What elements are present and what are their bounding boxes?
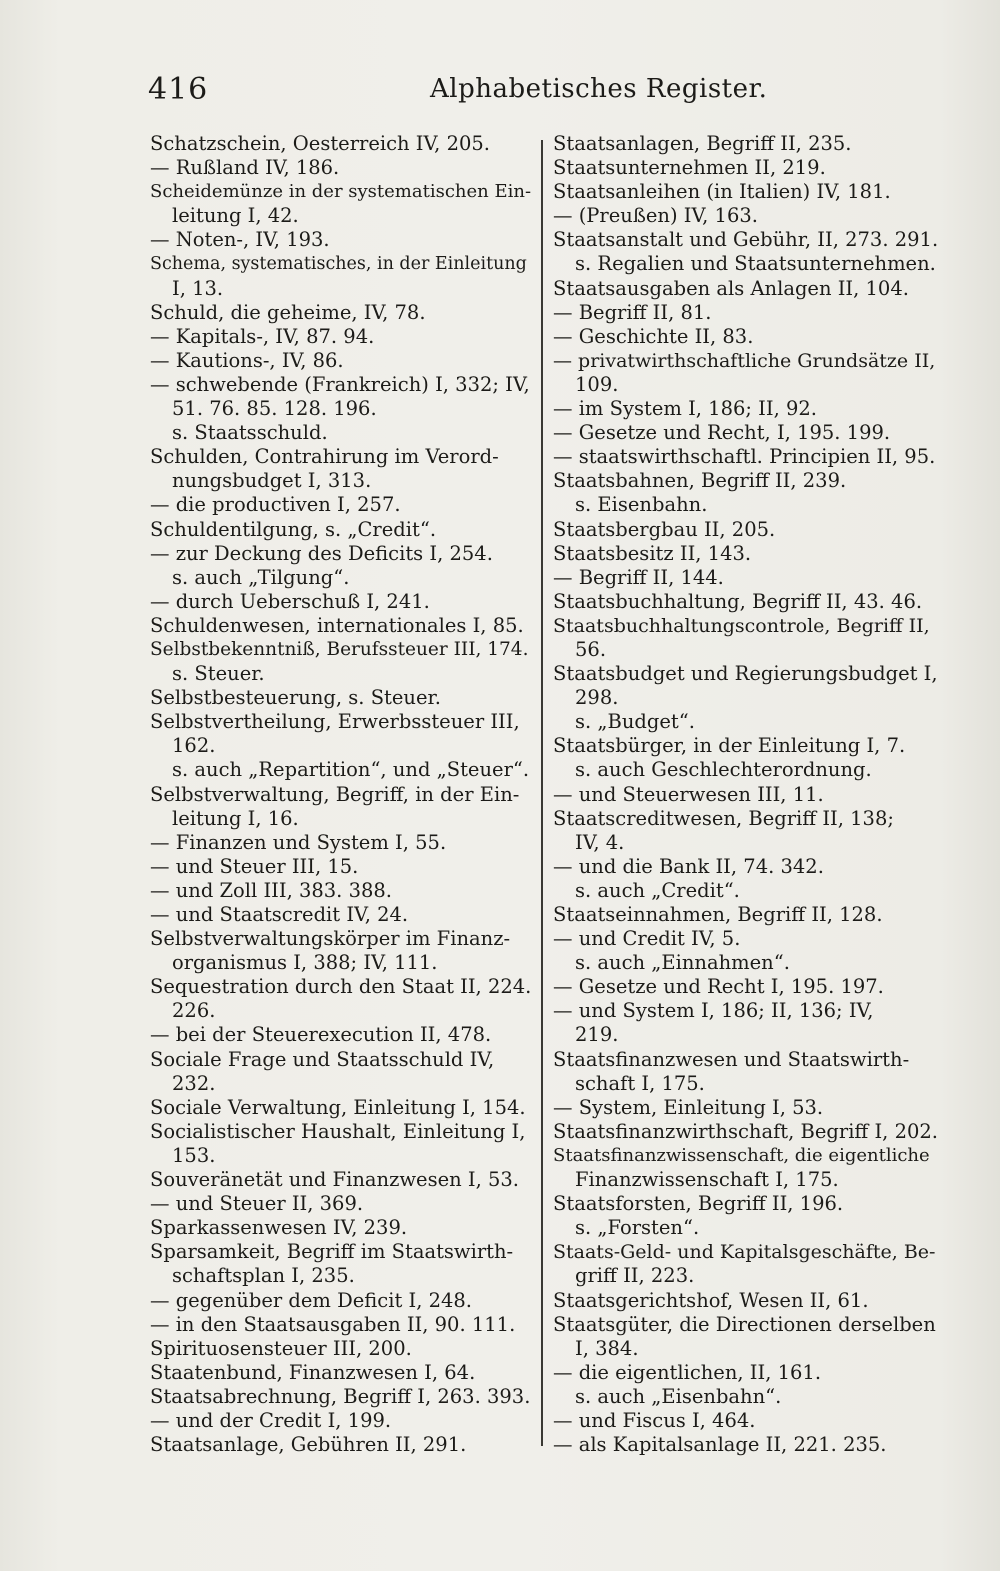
index-entry-line: Sequestration durch den Staat II, 224.	[150, 975, 532, 999]
index-column-right	[553, 132, 938, 1457]
index-entry-line: schaftsplan I, 235.	[172, 1264, 355, 1288]
index-entry-line: Staats-Geld- und Kapitalsgeschäfte, Be-	[553, 1241, 936, 1264]
index-entry-line: Sparsamkeit, Begriff im Staatswirth-	[150, 1240, 514, 1264]
index-entry-line: Staatsbergbau II, 205.	[553, 517, 776, 541]
index-entry-line: organismus I, 388; IV, 111.	[172, 951, 438, 975]
index-entry-line: Staatsausgaben als Anlagen II, 104.	[553, 276, 909, 300]
index-entry-line: Staatseinnahmen, Begriff II, 128.	[553, 903, 883, 926]
index-entry-line: Souveränetät und Finanzwesen I, 53.	[150, 1168, 519, 1192]
index-entry-line: — und System I, 186; II, 136; IV,	[553, 999, 874, 1023]
index-entry-line: Sociale Frage und Staatsschuld IV,	[150, 1047, 495, 1071]
index-entry-line: Staatsbuchhaltungscontrole, Begriff II,	[553, 614, 930, 637]
index-entry-line: Staatsanleihen (in Italien) IV, 181.	[553, 180, 891, 204]
index-entry-line: s. „Budget“.	[575, 710, 695, 734]
index-entry-line: nungsbudget I, 313.	[172, 469, 372, 493]
index-entry-line: s. Staatsschuld.	[172, 421, 328, 445]
index-entry-line: griff II, 223.	[575, 1264, 695, 1288]
index-column-left	[150, 132, 535, 1457]
index-entry-line: — Noten-, IV, 193.	[150, 228, 330, 252]
index-entry-line: — Begriff II, 81.	[553, 300, 712, 324]
index-entry-line: leitung I, 42.	[172, 204, 299, 228]
index-entry-line: Staatsanstalt und Gebühr, II, 273. 291.	[553, 228, 939, 252]
index-entry-line: Staatsfinanzwissenschaft, die eigentliche	[553, 1144, 930, 1166]
index-entry-line: — System, Einleitung I, 53.	[553, 1095, 824, 1119]
index-entry-line: Socialistischer Haushalt, Einleitung I,	[150, 1119, 526, 1143]
index-entry-line: — Rußland IV, 186.	[150, 156, 340, 180]
index-entry-line: Selbstvertheilung, Erwerbssteuer III,	[150, 710, 520, 734]
index-entry-line: s. „Forsten“.	[575, 1216, 700, 1240]
index-entry-line: Schuldenwesen, internationales I, 85.	[150, 613, 524, 637]
page-number: 416	[148, 72, 209, 107]
index-entry-line: 226.	[172, 999, 216, 1023]
index-entry-line: 219.	[575, 1023, 619, 1047]
column-divider	[541, 140, 543, 1446]
index-entry-line: — gegenüber dem Deficit I, 248.	[150, 1288, 473, 1312]
index-entry-line: s. auch „Tilgung“.	[172, 565, 350, 589]
index-entry-line: — staatswirthschaftl. Principien II, 95.	[553, 445, 936, 469]
index-entry-line: Staatsfinanzwesen und Staatswirth-	[553, 1047, 910, 1071]
index-entry-line: Spirituosensteuer III, 200.	[150, 1336, 412, 1360]
index-entry-line: Staatsbürger, in der Einleitung I, 7.	[553, 734, 906, 758]
index-entry-line: Staatsbuchhaltung, Begriff II, 43. 46.	[553, 589, 923, 613]
index-entry-line: — Begriff II, 144.	[553, 565, 724, 589]
index-entry-line: Schulden, Contrahirung im Verord-	[150, 445, 499, 469]
index-entry-line: — und die Bank II, 74. 342.	[553, 854, 824, 878]
index-entry-line: s. auch „Repartition“, und „Steuer“.	[172, 758, 530, 782]
index-entry-line: — und der Credit I, 199.	[150, 1408, 392, 1432]
index-entry-line: — in den Staatsausgaben II, 90. 111.	[150, 1312, 516, 1336]
index-entry-line: Staatsunternehmen II, 219.	[553, 156, 826, 180]
index-entry-line: — privatwirthschaftliche Grundsätze II,	[553, 349, 936, 372]
index-entry-line: I, 384.	[575, 1336, 639, 1360]
index-entry-line: s. Regalien und Staatsunternehmen.	[575, 252, 936, 276]
index-entry-line: Staatsforsten, Begriff II, 196.	[553, 1192, 844, 1216]
index-entry-line: Selbstverwaltung, Begriff, in der Ein-	[150, 782, 520, 806]
index-entry-line: — zur Deckung des Deficits I, 254.	[150, 541, 493, 565]
index-entry-line: — Geschichte II, 83.	[553, 324, 754, 348]
index-entry-line: — und Fiscus I, 464.	[553, 1408, 756, 1432]
index-entry-line: s. auch „Einnahmen“.	[575, 951, 790, 975]
index-entry-line: Schatzschein, Oesterreich IV, 205.	[150, 132, 490, 155]
index-entry-line: s. Steuer.	[172, 662, 265, 686]
index-entry-line: Staatsbahnen, Begriff II, 239.	[553, 469, 847, 493]
index-entry-line: 232.	[172, 1071, 216, 1095]
index-entry-line: Staatenbund, Finanzwesen I, 64.	[150, 1360, 476, 1384]
index-entry-line: — und Credit IV, 5.	[553, 927, 741, 951]
index-entry-line: Staatsfinanzwirthschaft, Begriff I, 202.	[553, 1119, 939, 1143]
index-entry-line: Scheidemünze in der systematischen Ein-	[150, 181, 532, 203]
index-entry-line: — und Zoll III, 383. 388.	[150, 878, 392, 902]
index-entry-line: Staatsanlagen, Begriff II, 235.	[553, 132, 852, 155]
index-entry-line: Schuldentilgung, s. „Credit“.	[150, 517, 437, 541]
index-entry-line: 298.	[575, 686, 619, 710]
index-entry-line: — schwebende (Frankreich) I, 332; IV,	[150, 372, 530, 396]
index-entry-line: — (Preußen) IV, 163.	[553, 204, 758, 228]
index-entry-line: Staatsgerichtshof, Wesen II, 61.	[553, 1288, 869, 1312]
index-entry-line: — als Kapitalsanlage II, 221. 235.	[553, 1433, 887, 1457]
index-entry-line: Staatscreditwesen, Begriff II, 138;	[553, 806, 894, 830]
index-entry-line: s. Eisenbahn.	[575, 493, 708, 517]
index-entry-line: — Kapitals-, IV, 87. 94.	[150, 324, 375, 348]
index-entry-line: 51. 76. 85. 128. 196.	[172, 397, 377, 421]
index-entry-line: — durch Ueberschuß I, 241.	[150, 589, 430, 613]
index-entry-line: Sparkassenwesen IV, 239.	[150, 1216, 408, 1240]
index-entry-line: Selbstverwaltungskörper im Finanz-	[150, 927, 511, 951]
index-entry-line: — bei der Steuerexecution II, 478.	[150, 1023, 492, 1047]
index-entry-line: 162.	[172, 734, 216, 758]
index-entry-line: Selbstbesteuerung, s. Steuer.	[150, 686, 441, 710]
index-entry-line: Schuld, die geheime, IV, 78.	[150, 300, 426, 324]
index-entry-line: leitung I, 16.	[172, 806, 299, 830]
index-entry-line: 109.	[575, 372, 619, 396]
index-entry-line: — und Steuer III, 15.	[150, 854, 359, 878]
index-entry-line: Staatsbesitz II, 143.	[553, 541, 752, 565]
index-entry-line: — Kautions-, IV, 86.	[150, 348, 344, 372]
index-entry-line: Sociale Verwaltung, Einleitung I, 154.	[150, 1095, 526, 1119]
index-entry-line: schaft I, 175.	[575, 1071, 705, 1095]
index-entry-line: — im System I, 186; II, 92.	[553, 397, 817, 421]
index-entry-line: Staatsbudget und Regierungsbudget I,	[553, 662, 938, 686]
index-entry-line: — und Steuer II, 369.	[150, 1192, 364, 1216]
index-entry-line: — Finanzen und System I, 55.	[150, 830, 447, 854]
index-entry-line: 153.	[172, 1143, 216, 1167]
index-entry-line: — Gesetze und Recht I, 195. 197.	[553, 975, 884, 999]
index-entry-line: — und Steuerwesen III, 11.	[553, 782, 824, 806]
index-entry-line: — Gesetze und Recht, I, 195. 199.	[553, 421, 891, 445]
index-entry-line: Selbstbekenntniß, Berufssteuer III, 174.	[150, 638, 529, 660]
index-entry-line: Schema, systematisches, in der Einleitung	[150, 254, 527, 275]
running-head: Alphabetisches Register.	[430, 74, 768, 104]
index-entry-line: — und Staatscredit IV, 24.	[150, 903, 409, 926]
index-entry-line: Finanzwissenschaft I, 175.	[575, 1168, 839, 1192]
index-entry-line: — die productiven I, 257.	[150, 493, 401, 517]
index-entry-line: I, 13.	[172, 276, 224, 300]
index-entry-line: IV, 4.	[575, 830, 625, 854]
index-entry-line: s. auch „Eisenbahn“.	[575, 1384, 782, 1408]
index-entry-line: Staatsanlage, Gebühren II, 291.	[150, 1433, 467, 1457]
index-entry-line: s. auch „Credit“.	[575, 878, 740, 902]
index-entry-line: — die eigentlichen, II, 161.	[553, 1360, 822, 1384]
index-entry-line: Staatsgüter, die Directionen derselben	[553, 1312, 936, 1336]
index-entry-line: Staatsabrechnung, Begriff I, 263. 393.	[150, 1384, 531, 1408]
index-entry-line: s. auch Geschlechterordnung.	[575, 758, 872, 782]
index-entry-line: 56.	[575, 637, 607, 661]
